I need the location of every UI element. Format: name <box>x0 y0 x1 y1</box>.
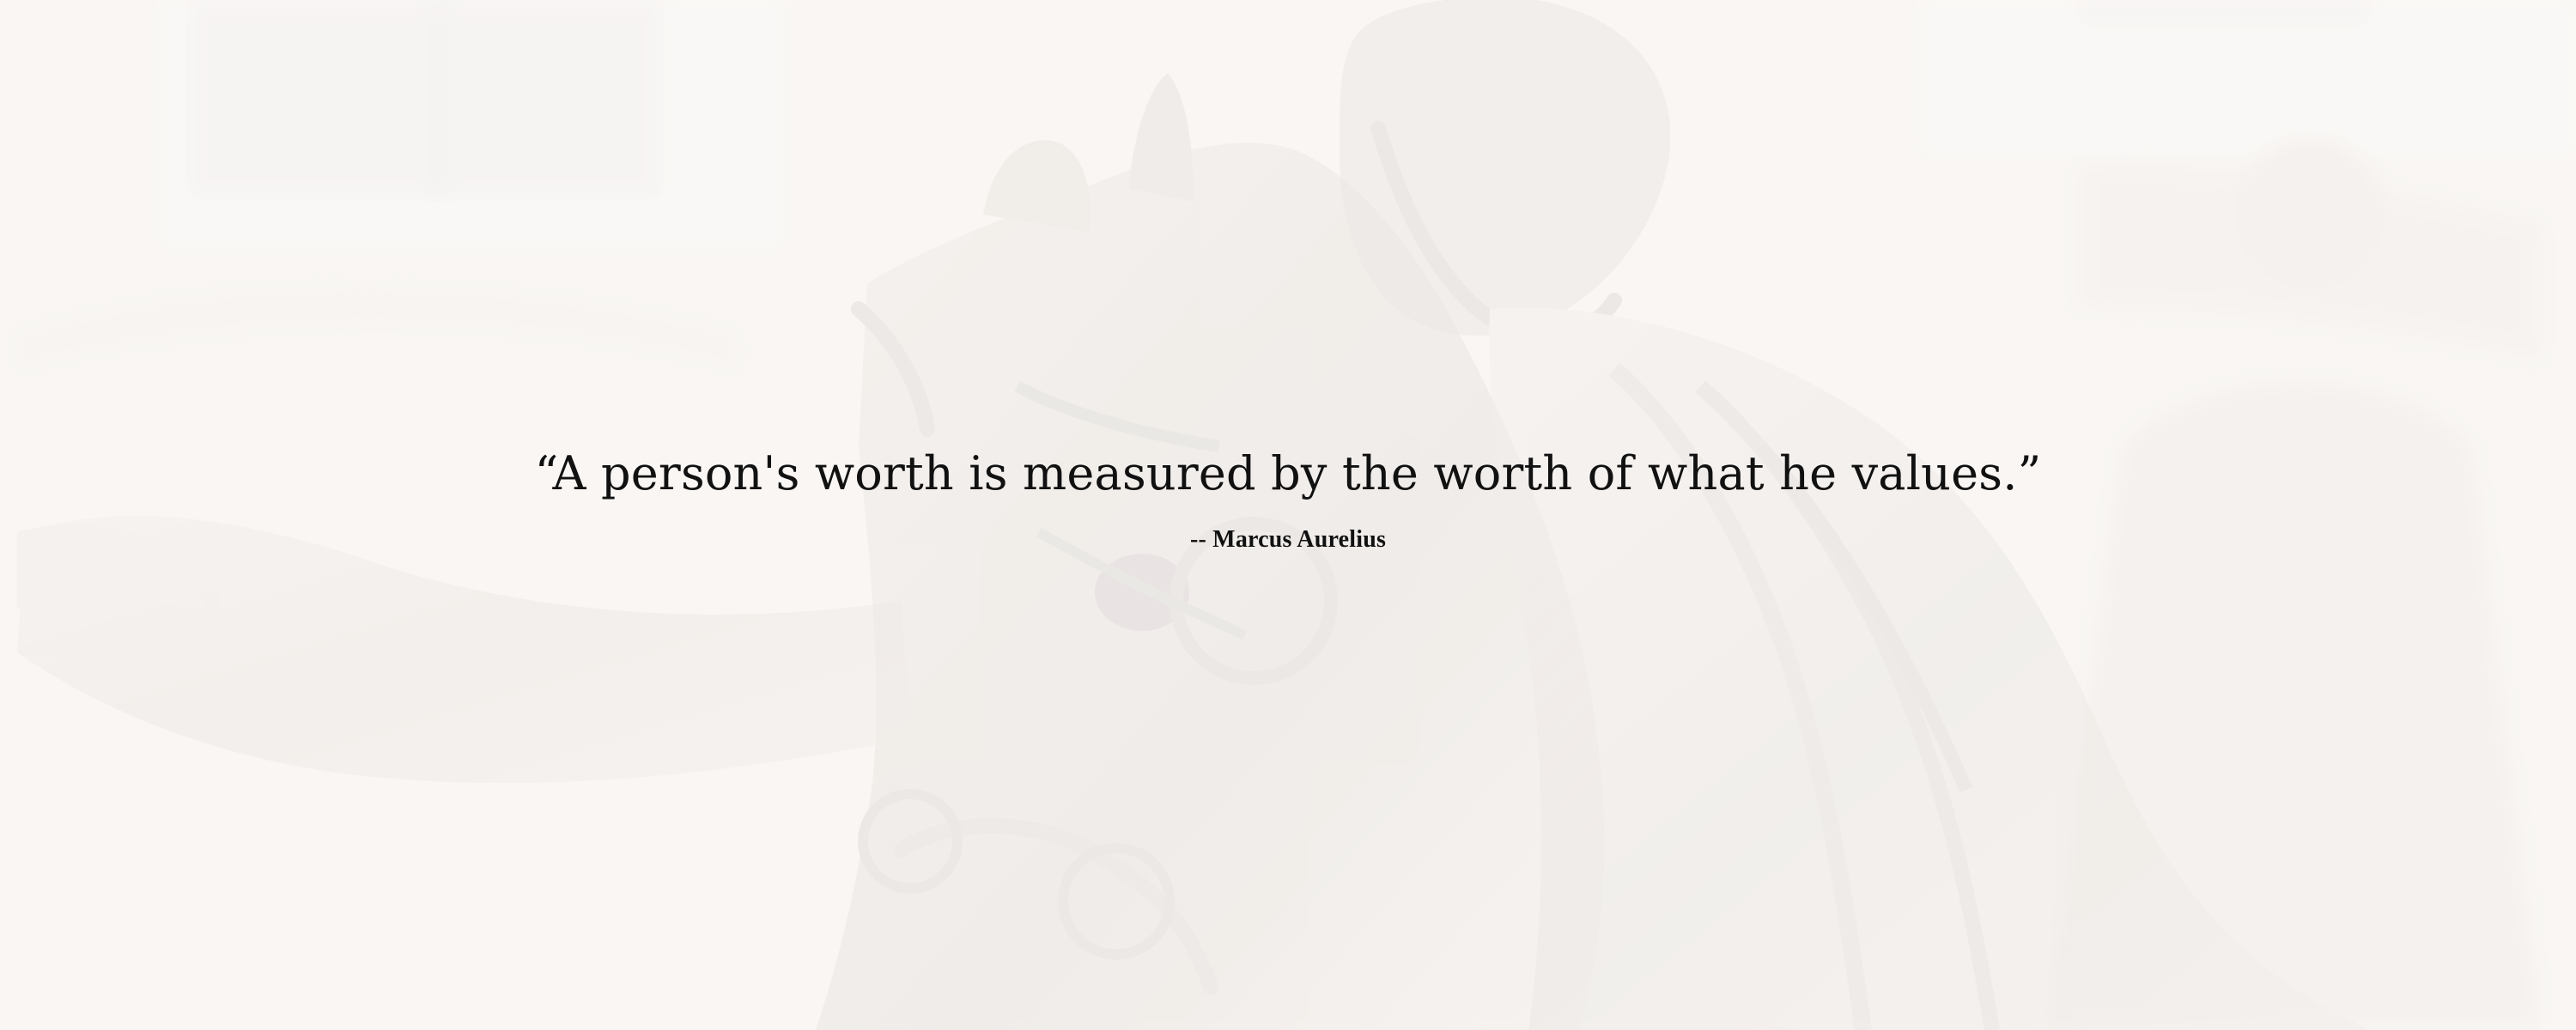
quote-block <box>0 446 2576 554</box>
quote-text: “A person's worth is measured by the worth of what he values.” <box>534 446 2042 500</box>
quote-author: -- Marcus Aurelius <box>1189 525 1387 553</box>
